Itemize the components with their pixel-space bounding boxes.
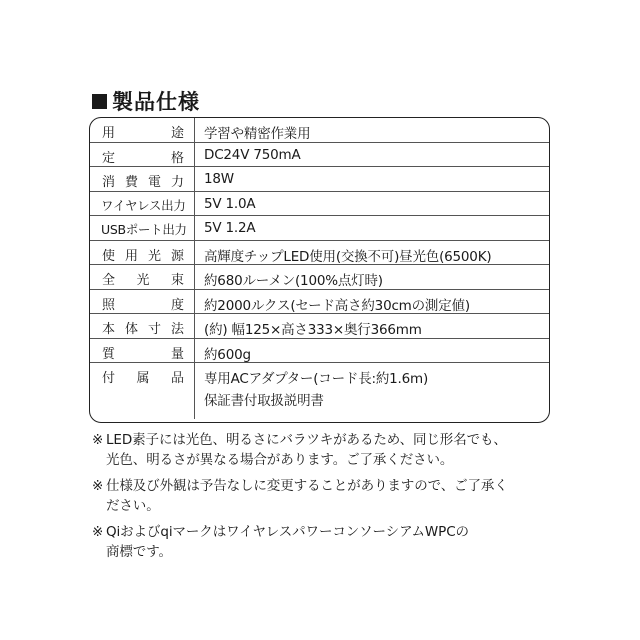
- spec-value-line: 学習や精密作業用: [204, 126, 311, 142]
- spec-label: [90, 167, 195, 191]
- note-item: [92, 522, 562, 562]
- spec-label-part: 途: [170, 126, 184, 141]
- spec-label-part: 消: [102, 175, 116, 190]
- spec-label-part: 用: [124, 248, 138, 264]
- spec-label-part: 費: [124, 175, 138, 190]
- spec-label: [90, 339, 195, 363]
- spec-value: [195, 363, 549, 419]
- spec-label-part: 属: [136, 371, 150, 386]
- spec-label: [90, 265, 195, 289]
- spec-row: [90, 314, 549, 339]
- note-text: LED素子には光色、明るさにバラツキがあるため、同じ形名でも、 光色、明るさが異なる場合があります。ご了承ください。: [106, 432, 507, 468]
- spec-label-part: USBポート出力: [101, 222, 187, 237]
- spec-value: [195, 216, 549, 240]
- spec-value: [195, 118, 549, 142]
- spec-label-part: 光: [136, 273, 150, 288]
- spec-value: [195, 265, 549, 289]
- spec-value: [195, 167, 549, 191]
- spec-row: [90, 265, 549, 290]
- spec-label-part: 寸: [147, 322, 161, 337]
- spec-row: [90, 118, 549, 143]
- spec-label-part: 品: [170, 371, 184, 386]
- spec-label: [90, 314, 195, 338]
- spec-label-part: 使: [102, 248, 116, 264]
- notes-section: [92, 430, 562, 568]
- spec-label: [90, 363, 195, 419]
- section-heading: [92, 86, 200, 116]
- spec-label-part: 質: [102, 346, 116, 362]
- spec-label-part: 用: [102, 126, 116, 141]
- spec-label-part: 量: [170, 346, 184, 362]
- spec-label-part: 照: [102, 297, 116, 313]
- spec-value-line: DC24V 750mA: [204, 146, 301, 163]
- spec-label-part: 全: [102, 273, 116, 288]
- note-text: QiおよびqiマークはワイヤレスパワーコンソーシアムWPCの 商標です。: [106, 524, 469, 560]
- spec-label: [90, 290, 195, 314]
- spec-value-line: 約600g: [204, 346, 251, 363]
- spec-value-line: 専用ACアダプター(コード長:約1.6m): [204, 371, 429, 387]
- spec-label-part: 源: [170, 248, 184, 264]
- spec-value-line: 保証書付取扱説明書: [204, 393, 324, 409]
- spec-label-part: 電: [147, 175, 161, 190]
- spec-value-line: (約) 幅125×高さ333×奥行366mm: [204, 322, 422, 338]
- spec-label-part: 力: [170, 175, 184, 190]
- spec-value-line: 約2000ルクス(セード高さ約30cmの測定値): [204, 297, 470, 314]
- note-mark: ※: [92, 432, 104, 448]
- spec-value: [195, 339, 549, 363]
- spec-label-part: 本: [102, 322, 116, 337]
- spec-row: [90, 339, 549, 364]
- note-mark: ※: [92, 478, 104, 494]
- spec-label: [90, 192, 195, 216]
- spec-value: [195, 192, 549, 216]
- spec-value-line: 約680ルーメン(100%点灯時): [204, 273, 383, 289]
- spec-label-part: 光: [147, 248, 161, 264]
- spec-row: [90, 143, 549, 168]
- spec-row: [90, 216, 549, 241]
- note-item: [92, 430, 562, 470]
- spec-value-line: 5V 1.2A: [204, 220, 256, 236]
- spec-value: [195, 241, 549, 265]
- spec-label-part: 定: [102, 150, 116, 166]
- spec-table: [89, 117, 550, 423]
- spec-row: [90, 363, 549, 419]
- spec-value: [195, 143, 549, 167]
- spec-label: [90, 241, 195, 265]
- spec-row: [90, 241, 549, 266]
- spec-label-part: ワイヤレス出力: [101, 197, 186, 213]
- spec-row: [90, 167, 549, 192]
- note-text: 仕様及び外観は予告なしに変更することがありますので、ご了承く ださい。: [106, 478, 508, 514]
- spec-label-part: 格: [170, 150, 184, 166]
- note-mark: ※: [92, 524, 104, 540]
- spec-value: [195, 290, 549, 314]
- spec-value-line: 18W: [204, 171, 234, 187]
- spec-label: [90, 143, 195, 167]
- spec-label-part: 体: [124, 322, 138, 337]
- spec-row: [90, 192, 549, 217]
- spec-value: [195, 314, 549, 338]
- spec-label: [90, 118, 195, 142]
- spec-label-part: 法: [170, 322, 184, 337]
- spec-label-part: 付: [102, 371, 116, 386]
- spec-label-part: 度: [170, 297, 184, 313]
- spec-label-part: 束: [170, 273, 184, 288]
- spec-value-line: 5V 1.0A: [204, 195, 256, 212]
- black-square-icon: [92, 94, 107, 109]
- spec-label: [90, 216, 195, 240]
- heading-text: 製品仕様: [112, 90, 200, 114]
- note-item: [92, 476, 562, 516]
- spec-row: [90, 290, 549, 315]
- spec-value-line: 高輝度チップLED使用(交換不可)昼光色(6500K): [204, 248, 492, 265]
